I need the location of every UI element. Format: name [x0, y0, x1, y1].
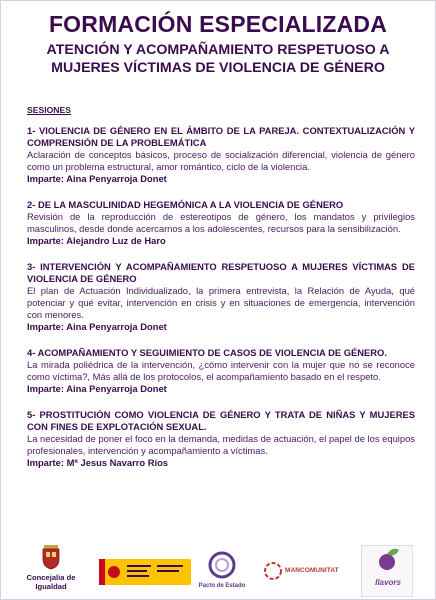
concejalia-text: Concejalia de Igualdad — [26, 573, 76, 591]
llavors-logo: llavors — [361, 545, 413, 597]
session-description: La mirada poliédrica de la intervención, ¿cómo intervenir con la mujer que no se reconoce como víctima?, Más allá de los protocolos, el acompañamiento basado en el respeto. — [27, 359, 415, 382]
session-title: 3- INTERVENCIÓN Y ACOMPAÑAMIENTO RESPETUOSO A MUJERES VÍCTIMAS DE VIOLENCIA DE GÉNERO — [27, 261, 415, 284]
session-item-2 — [27, 199, 415, 247]
subtitle-line-1: ATENCIÓN Y ACOMPAÑAMIENTO RESPETUOSO A — [46, 42, 390, 58]
mancomunitat-logo: MANCOMUNITAT — [263, 557, 341, 587]
page-title: FORMACIÓN ESPECIALIZADA — [48, 11, 388, 37]
sessions-label: SESIONES — [27, 105, 71, 115]
circle-heart-icon — [197, 549, 247, 583]
sponsor-logos — [1, 541, 436, 600]
session-title: 2- DE LA MASCULINIDAD HEGEMÓNICA A LA VIOLENCIA DE GÉNERO — [27, 199, 344, 210]
session-description: La necesidad de poner el foco en la demanda, medidas de actuación, el papel de los equipos profesionales, intervención y acompañamiento a víctimas. — [27, 433, 415, 456]
page-subtitle — [1, 41, 435, 77]
ayuntamiento-logo — [23, 543, 79, 599]
session-item-5 — [27, 409, 415, 469]
session-item-4 — [27, 347, 415, 395]
session-teacher: Imparte: Alejandro Luz de Haro — [27, 235, 166, 246]
session-teacher: Imparte: Mª Jesus Navarro Ríos — [27, 457, 169, 468]
spain-flag-icon — [99, 559, 191, 585]
session-title: 4- ACOMPAÑAMIENTO Y SEGUIMIENTO DE CASOS DE VIOLENCIA DE GÉNERO. — [27, 347, 387, 358]
gobierno-espana-logo — [99, 559, 191, 585]
session-description: Revisión de la reproducción de estereotipos de género, los mandatos y privilegios masculinos, desde donde acercarnos a los adolescentes, recursos para la sensibilización. — [27, 211, 415, 234]
mancomunitat-emblem-icon — [263, 561, 283, 581]
coat-of-arms-icon — [23, 543, 79, 571]
session-description: El plan de Actuación Individualizado, la primera entrevista, la Relación de Ayuda, qué potenciar y qué evitar, intervención en crisis y en situaciones de emergencia, intervención con menores. — [27, 285, 415, 320]
sessions-list — [27, 125, 415, 483]
session-title: 5- PROSTITUCIÓN COMO VIOLENCIA DE GÉNERO Y TRATA DE NIÑAS Y MUJERES CON FINES DE EXPLOTACIÓN SEXUAL. — [27, 409, 415, 432]
subtitle-line-2: MUJERES VÍCTIMAS DE VIOLENCIA DE GÉNERO — [51, 60, 385, 76]
session-teacher: Imparte: Aina Penyarroja Donet — [27, 321, 167, 332]
session-teacher: Imparte: Aina Penyarroja Donet — [27, 383, 167, 394]
session-teacher: Imparte: Aina Penyarroja Donet — [27, 173, 167, 184]
header — [1, 1, 435, 77]
session-item-1 — [27, 125, 415, 185]
seed-leaf-icon — [362, 546, 412, 576]
session-description: Aclaración de conceptos básicos, proceso de socialización diferencial, violencia de género como un problema estructural, amor romántico, ciclo de la violencia. — [27, 149, 415, 172]
session-title: 1- VIOLENCIA DE GÉNERO EN EL ÁMBITO DE LA PAREJA. CONTEXTUALIZACIÓN Y COMPRENSIÓN DE LA PROBLEMÁTICA — [27, 125, 415, 148]
pacto-estado-logo: Pacto de Estado — [197, 549, 247, 595]
session-item-3 — [27, 261, 415, 333]
